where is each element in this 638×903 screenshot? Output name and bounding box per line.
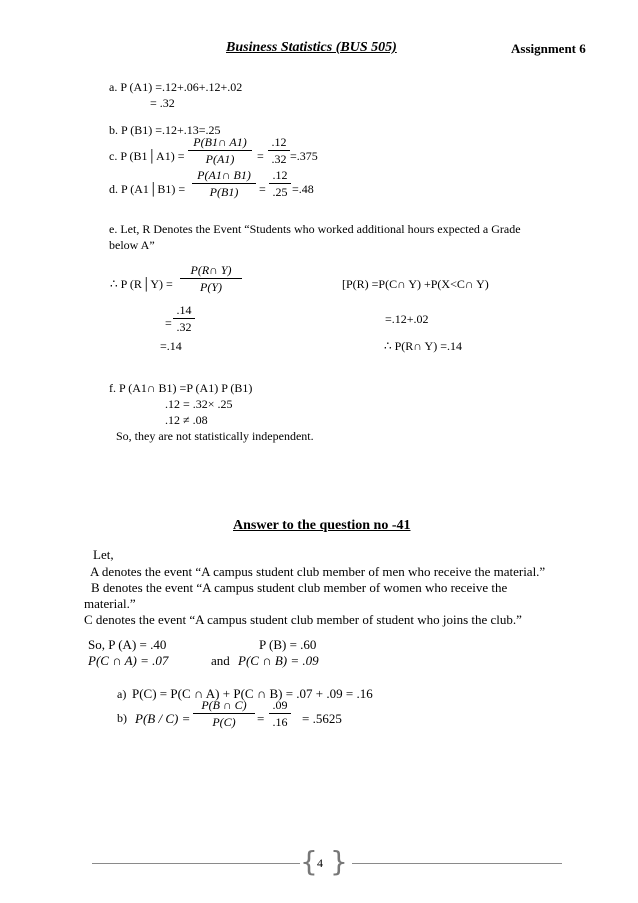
q41-answer-b-denominator-2: .16: [272, 715, 288, 729]
part-c-frac1-numerator: P(B1∩ A1): [193, 135, 247, 149]
document-title: Business Statistics (BUS 505): [226, 40, 397, 55]
part-c-label: c. P (B1│A1) =: [109, 149, 185, 163]
part-a-line1: a. P (A1) =.12+.06+.12+.02: [109, 80, 243, 94]
assignment-label: Assignment 6: [511, 41, 586, 56]
part-c-fraction-1: [188, 135, 252, 166]
part-c-frac2-denominator: .32: [271, 152, 287, 166]
q41-event-a-definition: A denotes the event “A campus student club member of men who receive the material.”: [90, 564, 546, 579]
section-title-q41: Answer to the question no -41: [233, 518, 411, 533]
part-e-side-formula: [P(R) =P(C∩ Y) +P(X<C∩ Y): [342, 277, 489, 291]
q41-event-b-definition-2: material.”: [84, 596, 136, 611]
part-e-result-right: ∴ P(R∩ Y) =.14: [384, 339, 462, 353]
part-f-line3: .12 ≠ .08: [165, 413, 208, 427]
fraction-bar: [193, 713, 255, 714]
page-number: 4: [317, 856, 323, 870]
footer-brace-right: }: [330, 845, 348, 878]
q41-prob-b: P (B) = .60: [259, 637, 317, 652]
q41-answer-b-label: b): [117, 711, 127, 725]
q41-answer-b-lhs: P(B / C) =: [135, 711, 191, 726]
part-e-equals-2: =: [165, 316, 172, 330]
part-e-line1: e. Let, R Denotes the Event “Students who worked additional hours expected a Grade: [109, 222, 521, 236]
part-e-frac-denominator: .32: [176, 320, 192, 334]
part-e-frac-numerator: .14: [176, 303, 192, 317]
fraction-bar: [268, 150, 290, 151]
part-d-frac2-denominator: .25: [272, 185, 288, 199]
q41-answer-b-numerator: P(B ∩ C): [201, 698, 247, 712]
q41-event-b-definition-1: B denotes the event “A campus student club member of women who receive the: [91, 580, 508, 595]
fraction-bar: [269, 183, 291, 184]
q41-answer-b-fraction-1: [193, 698, 255, 729]
part-e-cond-denominator: P(Y): [200, 280, 222, 294]
q41-event-c-definition: C denotes the event “A campus student club member of student who joins the club.”: [84, 612, 522, 627]
fraction-bar: [269, 713, 291, 714]
q41-answer-a: P(C) = P(C ∩ A) + P(C ∩ B) = .07 + .09 = .16: [132, 686, 373, 701]
q41-answer-a-label: a): [117, 687, 127, 701]
part-d-frac2-numerator: .12: [272, 168, 288, 182]
q41-answer-b-numerator-2: .09: [272, 698, 288, 712]
footer-line-left: [92, 863, 300, 864]
footer-brace-left: {: [300, 845, 318, 878]
part-c-frac1-denominator: P(A1): [205, 152, 235, 166]
q41-answer-b-denominator: P(C): [212, 715, 236, 729]
part-d-frac1-denominator: P(B1): [209, 185, 239, 199]
part-c-result: =.375: [290, 149, 318, 163]
part-e-cond-numerator: P(R∩ Y): [190, 263, 232, 277]
q41-answer-b-fraction-2: [269, 698, 291, 729]
q41-and-label: and: [211, 653, 230, 668]
part-e-result-left: =.14: [160, 339, 182, 353]
part-b-line1: b. P (B1) =.12+.13=.25: [109, 123, 221, 137]
q41-answer-b-equals: =: [257, 711, 265, 726]
footer-line-right: [352, 863, 562, 864]
part-d-fraction-2: [269, 168, 291, 199]
fraction-bar: [188, 150, 252, 151]
q41-let: Let,: [93, 547, 114, 562]
part-d-frac1-numerator: P(A1∩ B1): [197, 168, 251, 182]
part-e-side-sum: =.12+.02: [385, 312, 429, 326]
q41-prob-c-and-b: P(C ∩ B) = .09: [238, 653, 319, 668]
fraction-bar: [192, 183, 256, 184]
part-f-line1: f. P (A1∩ B1) =P (A1) P (B1): [109, 381, 253, 395]
part-f-line2: .12 = .32× .25: [165, 397, 233, 411]
part-a-line2: = .32: [150, 96, 175, 110]
fraction-bar: [180, 278, 242, 279]
part-e-cond-label: ∴ P (R│Y) =: [110, 277, 173, 291]
part-c-equals: =: [257, 149, 264, 163]
q41-prob-a: So, P (A) = .40: [88, 637, 167, 652]
part-c-frac2-numerator: .12: [271, 135, 287, 149]
q41-answer-b-result: = .5625: [302, 711, 342, 726]
part-d-equals: =: [259, 182, 266, 196]
part-e-cond-fraction: [180, 263, 242, 294]
part-d-label: d. P (A1│B1) =: [109, 182, 186, 196]
part-d-fraction-1: [192, 168, 256, 199]
fraction-bar: [173, 318, 195, 319]
part-f-conclusion: So, they are not statistically independent.: [116, 429, 314, 443]
part-e-line2: below A”: [109, 238, 155, 252]
part-d-result: =.48: [292, 182, 314, 196]
q41-prob-c-and-a: P(C ∩ A) = .07: [88, 653, 169, 668]
part-e-fraction: [173, 303, 195, 334]
part-c-fraction-2: [268, 135, 290, 166]
